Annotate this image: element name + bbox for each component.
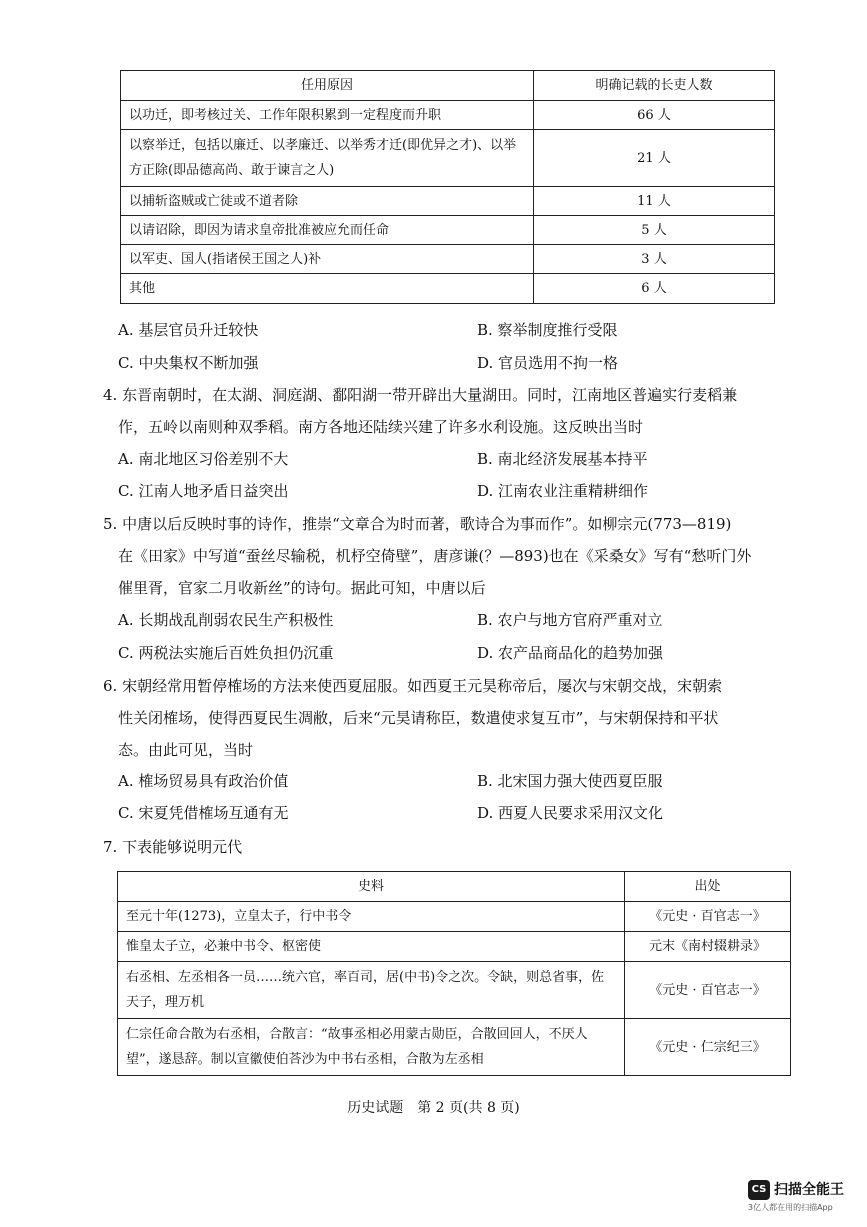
q6-option-a: A. 榷场贸易具有政治价值 <box>118 772 289 790</box>
table-row <box>121 245 775 274</box>
count-cell: 6 人 <box>534 274 775 304</box>
column-header-reason: 任用原因 <box>121 71 534 101</box>
officials-appointment-table <box>120 70 775 304</box>
table-row <box>118 962 791 1019</box>
q3-option-c: C. 中央集权不断加强 <box>118 354 259 372</box>
count-cell: 5 人 <box>534 216 775 245</box>
table-row <box>121 216 775 245</box>
q4-option-d: D. 江南农业注重精耕细作 <box>477 482 649 500</box>
origin-cell: 《元史 · 仁宗纪三》 <box>625 1019 791 1076</box>
table-row <box>121 130 775 187</box>
q3-option-b: B. 察举制度推行受限 <box>477 321 618 339</box>
column-header-origin: 出处 <box>625 872 791 902</box>
table-row <box>121 187 775 216</box>
camscanner-logo-icon: CS <box>748 1180 770 1200</box>
origin-cell: 《元史 · 百官志一》 <box>625 962 791 1019</box>
q4-stem-line-1: 4. 东晋南朝时，在太湖、洞庭湖、鄱阳湖一带开辟出大量湖田。同时，江南地区普遍实行麦稻兼 <box>103 386 738 404</box>
count-cell: 21 人 <box>534 130 775 187</box>
q3-option-d: D. 官员选用不拘一格 <box>477 354 619 372</box>
q7-stem: 7. 下表能够说明元代 <box>103 838 243 856</box>
watermark-subtitle: 3亿人都在用的扫描App <box>748 1203 833 1212</box>
q4-option-a: A. 南北地区习俗差别不大 <box>118 450 289 468</box>
reason-cell: 以捕斩盗贼或亡徒或不道者除 <box>121 187 534 216</box>
reason-cell: 以察举迁，包括以廉迁、以孝廉迁、以举秀才迁(即优异之才)、以举方正除(即品德高尚、敢于谏言之人) <box>121 130 534 187</box>
table-header-row <box>118 872 791 902</box>
count-cell: 66 人 <box>534 101 775 130</box>
origin-cell: 元末《南村辍耕录》 <box>625 932 791 962</box>
source-text-cell: 仁宗任命合散为右丞相，合散言：“故事丞相必用蒙古勋臣，合散回回人，不厌人望”，遂恳辞。制以宣徽使伯荅沙为中书右丞相，合散为左丞相 <box>118 1019 625 1076</box>
q5-stem-line-2: 在《田家》中写道“蚕丝尽输税，机杼空倚壁”，唐彦谦(？—893)也在《采桑女》写有“愁听门外 <box>118 547 752 565</box>
q5-option-a: A. 长期战乱削弱农民生产积极性 <box>118 611 334 629</box>
q4-option-c: C. 江南人地矛盾日益突出 <box>118 482 289 500</box>
q6-option-b: B. 北宋国力强大使西夏臣服 <box>477 772 663 790</box>
reason-cell: 其他 <box>121 274 534 304</box>
q5-option-d: D. 农产品商品化的趋势加强 <box>477 644 664 662</box>
table-row <box>118 932 791 962</box>
count-cell: 3 人 <box>534 245 775 274</box>
origin-cell: 《元史 · 百官志一》 <box>625 902 791 932</box>
q4-stem-line-2: 作，五岭以南则种双季稻。南方各地还陆续兴建了许多水利设施。这反映出当时 <box>118 418 644 436</box>
table-row <box>121 101 775 130</box>
column-header-count: 明确记载的长吏人数 <box>534 71 775 101</box>
reason-cell: 以请诏除，即因为请求皇帝批准被应允而任命 <box>121 216 534 245</box>
q3-option-a: A. 基层官员升迁较快 <box>118 321 259 339</box>
source-text-cell: 右丞相、左丞相各一员……统六官，率百司，居(中书)令之次。令缺，则总省事，佐天子，理万机 <box>118 962 625 1019</box>
q6-stem-line-1: 6. 宋朝经常用暂停榷场的方法来使西夏屈服。如西夏王元昊称帝后，屡次与宋朝交战，宋朝索 <box>103 677 723 695</box>
reason-cell: 以功迁，即考核过关、工作年限积累到一定程度而升职 <box>121 101 534 130</box>
column-header-source-text: 史料 <box>118 872 625 902</box>
historical-sources-table <box>117 871 791 1076</box>
table-header-row <box>121 71 775 101</box>
q6-option-c: C. 宋夏凭借榷场互通有无 <box>118 804 289 822</box>
q5-option-b: B. 农户与地方官府严重对立 <box>477 611 663 629</box>
q6-stem-line-2: 性关闭榷场，使得西夏民生凋敝，后来“元昊请称臣，数遣使求复互市”，与宋朝保持和平状 <box>118 709 719 727</box>
table-row <box>118 902 791 932</box>
table-row <box>121 274 775 304</box>
source-text-cell: 惟皇太子立，必兼中书令、枢密使 <box>118 932 625 962</box>
q6-option-d: D. 西夏人民要求采用汉文化 <box>477 804 664 822</box>
q5-option-c: C. 两税法实施后百姓负担仍沉重 <box>118 644 334 662</box>
source-text-cell: 至元十年(1273)，立皇太子，行中书令 <box>118 902 625 932</box>
page-footer: 历史试题 第 2 页(共 8 页) <box>347 1100 520 1116</box>
q4-option-b: B. 南北经济发展基本持平 <box>477 450 648 468</box>
watermark-title: 扫描全能王 <box>774 1182 844 1198</box>
scanner-watermark <box>748 1180 860 1220</box>
q5-stem-line-3: 催里胥，官家二月收新丝”的诗句。据此可知，中唐以后 <box>118 579 486 597</box>
reason-cell: 以军吏、国人(指诸侯王国之人)补 <box>121 245 534 274</box>
table-row <box>118 1019 791 1076</box>
count-cell: 11 人 <box>534 187 775 216</box>
q5-stem-line-1: 5. 中唐以后反映时事的诗作，推崇“文章合为时而著，歌诗合为事而作”。如柳宗元(773—819) <box>103 515 732 533</box>
q6-stem-line-3: 态。由此可见，当时 <box>118 741 254 759</box>
